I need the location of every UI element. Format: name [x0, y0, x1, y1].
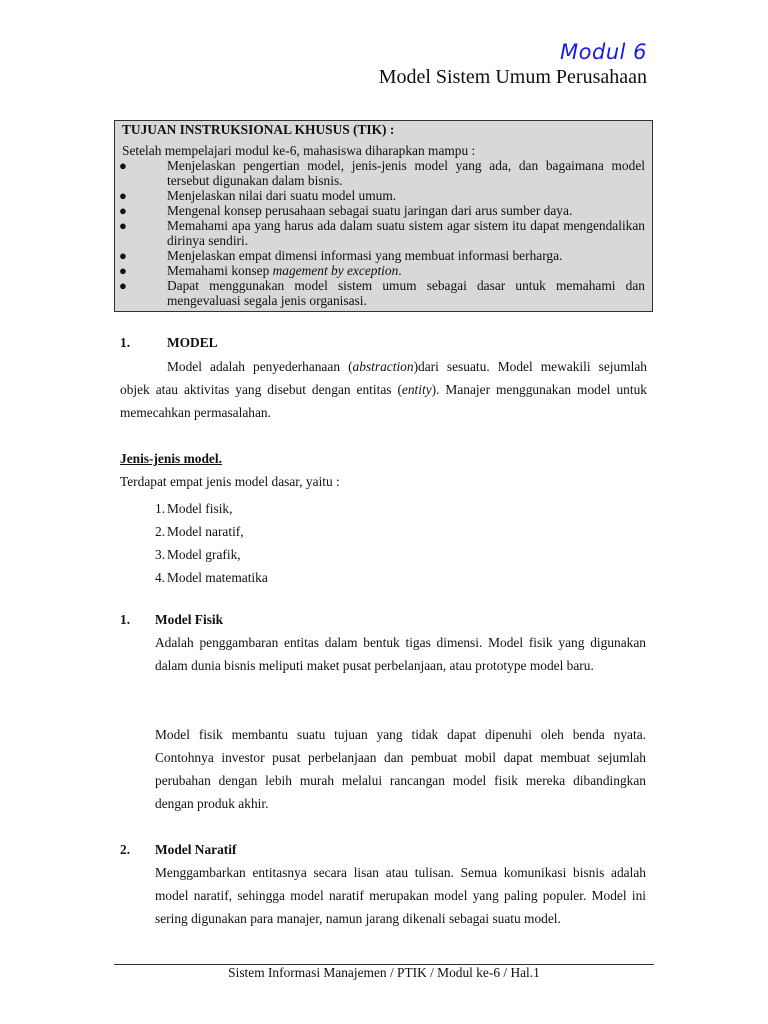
- objective-text: Dapat menggunakan model sistem umum sebagai dasar untuk memahami dan mengevaluasi segala jenis organisasi.: [167, 278, 645, 308]
- para-text: Model adalah penyederhanaan (: [167, 359, 353, 374]
- list-number: 4.: [155, 570, 166, 585]
- list-number: 2.: [155, 524, 166, 539]
- narrative-model-paragraph: Menggambarkan entitasnya secara lisan atau tulisan. Semua komunikasi bisnis adalah model naratif, sehingga model naratif merupakan model yang paling populer. Model ini sering digunakan para manajer, namun jarang dikenali sebagai suatu model.: [155, 865, 646, 926]
- objective-item: [115, 203, 652, 218]
- list-label: Model naratif,: [167, 524, 244, 539]
- objective-item: [115, 188, 652, 203]
- list-label: Model grafik,: [167, 547, 241, 562]
- objective-text-post: .: [398, 263, 402, 278]
- list-item: [155, 520, 268, 543]
- list-item: [155, 543, 268, 566]
- section-number: 2.: [120, 842, 131, 857]
- section-title: Model Fisik: [155, 612, 224, 627]
- para-text: )dari sesuatu. Model mewakili sejumlah objek atau aktivitas yang disebut dengan entitas (: [120, 359, 647, 397]
- bullet-icon: ●: [119, 158, 127, 173]
- section-number: 1.: [120, 612, 131, 627]
- list-label: Model matematika: [167, 570, 268, 585]
- subsection-intro: Terdapat empat jenis model dasar, yaitu :: [120, 474, 340, 489]
- objectives-intro: Setelah mempelajari modul ke-6, mahasiswa diharapkan mampu :: [122, 143, 476, 158]
- bullet-icon: ●: [119, 188, 127, 203]
- section-title: Model Naratif: [155, 842, 237, 857]
- list-item: [155, 566, 268, 589]
- bullet-icon: ●: [119, 218, 127, 233]
- objective-item: [115, 218, 652, 248]
- bullet-icon: ●: [119, 248, 127, 263]
- objective-text: Memahami apa yang harus ada dalam suatu sistem agar sistem itu dapat mengendalikan dirinya sendiri.: [167, 218, 645, 248]
- list-number: 1.: [155, 501, 166, 516]
- objective-text: Menjelaskan pengertian model, jenis-jenis model yang ada, dan bagaimana model tersebut digunakan dalam bisnis.: [167, 158, 645, 188]
- objective-text-pre: Memahami konsep: [167, 263, 273, 278]
- para-emphasis: abstraction: [352, 359, 414, 374]
- objective-text-emphasis: magement by exception: [272, 263, 399, 278]
- para-emphasis: entity: [401, 382, 432, 397]
- objectives-box: [114, 120, 653, 312]
- section-title: MODEL: [167, 335, 218, 350]
- subsection-heading: Jenis-jenis model.: [120, 451, 222, 466]
- objective-item: [115, 263, 652, 278]
- page-footer: Sistem Informasi Manajemen / PTIK / Modul ke-6 / Hal.1: [228, 965, 540, 980]
- list-number: 3.: [155, 547, 166, 562]
- list-label: Model fisik,: [167, 501, 233, 516]
- model-types-list: [155, 497, 268, 589]
- bullet-icon: ●: [119, 203, 127, 218]
- bullet-icon: ●: [119, 263, 127, 278]
- module-number: Modul 6: [560, 40, 647, 64]
- list-item: [155, 497, 268, 520]
- objectives-list: [115, 158, 652, 308]
- objectives-heading: TUJUAN INSTRUKSIONAL KHUSUS (TIK) :: [122, 122, 395, 137]
- para-text: ). Manajer menggunakan model untuk memecahkan permasalahan.: [120, 382, 647, 420]
- objective-item: [115, 248, 652, 263]
- objective-text: Menjelaskan empat dimensi informasi yang membuat informasi berharga.: [167, 248, 563, 263]
- page-title: Model Sistem Umum Perusahaan: [378, 66, 647, 88]
- section-number: 1.: [120, 335, 131, 350]
- objective-item: [115, 278, 652, 308]
- objective-text: Mengenal konsep perusahaan sebagai suatu jaringan dari arus sumber daya.: [167, 203, 573, 218]
- physical-model-paragraph: Model fisik membantu suatu tujuan yang tidak dapat dipenuhi oleh benda nyata. Contohnya investor pusat perbelanjaan dan pembuat mobil dapat membuat sejumlah perubahan dengan lebih murah melalui rancangan model fisik mereka dibandingkan dengan produk akhir.: [155, 727, 646, 811]
- bullet-icon: ●: [119, 278, 127, 293]
- model-definition-paragraph: [120, 355, 647, 424]
- physical-model-paragraph: Adalah penggambaran entitas dalam bentuk tigas dimensi. Model fisik yang digunakan dalam dunia bisnis meliputi maket pusat perbelanjaan, atau prototype model baru.: [155, 635, 646, 673]
- objective-item: [115, 158, 652, 188]
- objective-text: Menjelaskan nilai dari suatu model umum.: [167, 188, 397, 203]
